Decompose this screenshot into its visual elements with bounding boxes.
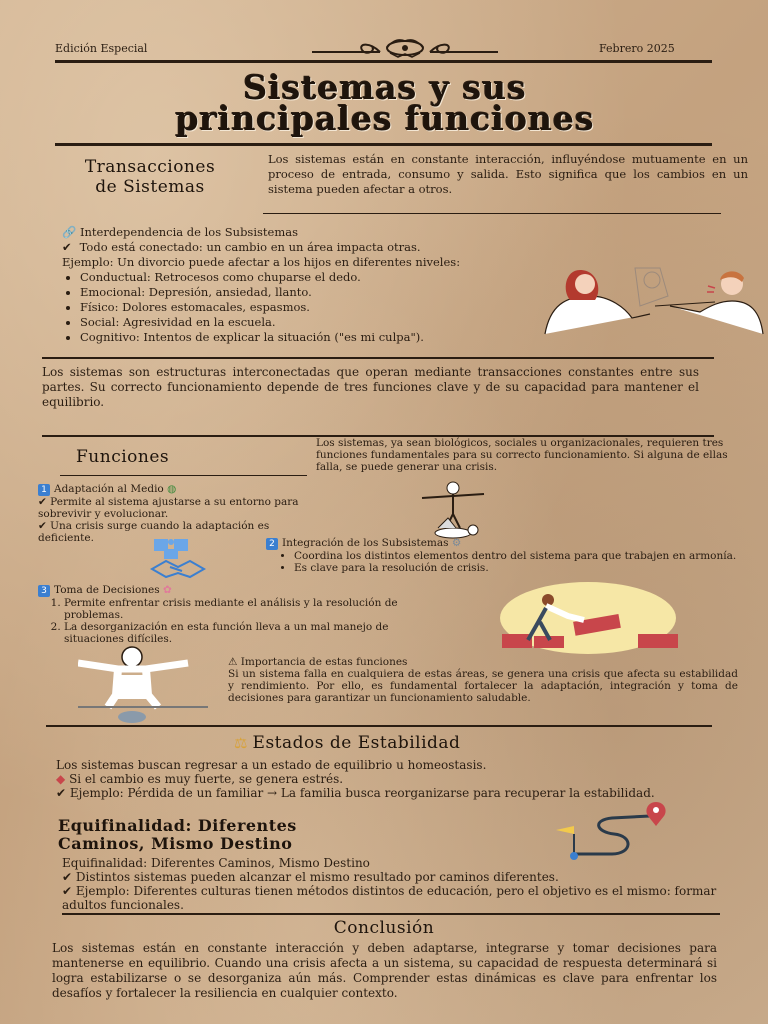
function-2: [266, 537, 756, 574]
title-line-2: principales funciones: [175, 99, 595, 138]
divider: [62, 913, 720, 915]
list-item: 2. La desorganización en esta función lleva a un mal manejo de situaciones difíciles.: [64, 621, 418, 645]
function-2-title-row: [266, 537, 756, 550]
importancia-block: [228, 656, 738, 704]
list-item: • Conductual: Retrocesos como chuparse el dedo.: [80, 270, 682, 285]
check-icon: ✔: [38, 520, 47, 532]
estabilidad-line-2: Si el cambio es muy fuerte, se genera estrés.: [69, 772, 344, 786]
estabilidad-block: [56, 758, 696, 800]
transacciones-heading: [50, 157, 250, 197]
estabilidad-line-3: Ejemplo: Pérdida de un familiar → La familia busca reorganizarse para recuperar la estabilidad.: [69, 786, 655, 800]
equifinalidad-heading: [58, 817, 297, 853]
title-line-1: Sistemas y sus: [243, 68, 527, 107]
puzzle-worker-icon: [488, 578, 700, 654]
header-rule: [55, 60, 712, 63]
estructuras-text: Los sistemas son estructuras interconectadas que operan mediante transacciones constantes entre sus partes. Su correcto funcionamiento depende de tres funciones clave y de su capacidad para mantener el equilibrio.: [42, 365, 699, 409]
estabilidad-line-1: Los sistemas buscan regresar a un estado de equilibrio u homeostasis.: [56, 758, 487, 772]
pin-icon: ◆: [56, 772, 66, 786]
number-badge: 1: [38, 484, 50, 496]
equifinalidad-block: [62, 856, 742, 912]
check-icon: ✔: [62, 884, 73, 898]
interdependencia-title-row: [62, 225, 682, 240]
ornament-icon: [310, 37, 500, 59]
interdependencia-check: Todo está conectado: un cambio en un área impacta otras.: [79, 240, 421, 254]
list-item: • Es clave para la resolución de crisis.: [294, 562, 756, 574]
function-3-title: Toma de Decisiones: [54, 584, 160, 596]
conclusion-heading: Conclusión: [333, 918, 435, 938]
scale-icon: ⚖: [234, 734, 248, 752]
warning-icon: ⚠: [228, 656, 238, 668]
number-badge: 3: [38, 585, 50, 597]
function-1-check-1: [38, 496, 328, 520]
number-badge: 2: [266, 538, 278, 550]
gear-icon: ⚙: [451, 537, 462, 549]
list-item: • Coordina los distintos elementos dentro del sistema para que trabajen en armonía.: [294, 550, 756, 562]
link-icon: 🔗: [62, 225, 77, 239]
list-item: • Emocional: Depresión, ansiedad, llanto.: [80, 285, 682, 300]
check-icon: ✔: [62, 870, 73, 884]
function-3: [38, 584, 418, 645]
edition-label: Edición Especial: [55, 42, 148, 55]
puzzle-handshake-icon: [148, 537, 208, 581]
people-discussion-illustration: [540, 266, 768, 336]
conclusion-text: Los sistemas están en constante interacción y deben adaptarse, integrarse y tomar decisiones para mantenerse en equilibrio. Cuando una crisis afecta a un sistema, su capacidad de respuesta determinará si logra estabilizarse o se desorganiza aún más. Comprender estas dinámicas es clave para enfrentar los desafíos y fortalecer la resiliencia en cualquier contexto.: [52, 941, 717, 1000]
equifinalidad-heading-line1: Equifinalidad: Diferentes: [58, 816, 297, 835]
divider: [42, 357, 714, 359]
person-figure-icon: [78, 645, 208, 725]
transacciones-heading-line1: Transacciones: [84, 157, 216, 177]
page-title: [60, 68, 710, 138]
divider: [60, 475, 307, 476]
transacciones-heading-line2: de Sistemas: [95, 177, 205, 197]
transacciones-text: Los sistemas están en constante interacción, influyéndose mutuamente en un proceso de entrada, consumo y salida. Esto significa que los cambios en un sistema pueden afectar a otros.: [268, 152, 748, 196]
title-rule: [55, 143, 712, 146]
estabilidad-heading: Estados de Estabilidad: [252, 733, 461, 753]
check-icon: ✔: [56, 786, 67, 800]
list-item: 1. Permite enfrentar crisis mediante el análisis y la resolución de problemas.: [64, 597, 418, 621]
divider: [263, 213, 721, 214]
list-item: • Cognitivo: Intentos de explicar la situación ("es mi culpa").: [80, 330, 682, 345]
importancia-title-row: [228, 656, 738, 668]
equifinalidad-check-1: Distintos sistemas pueden alcanzar el mismo resultado por caminos diferentes.: [75, 870, 559, 884]
estabilidad-line-3-row: [56, 786, 696, 800]
estabilidad-heading-row: [234, 733, 460, 753]
funciones-intro: Los sistemas, ya sean biológicos, sociales u organizacionales, requieren tres funciones fundamentales para su correcto funcionamiento. Si alguna de ellas falla, se puede generar una crisis.: [316, 437, 728, 473]
function-3-title-row: [38, 584, 418, 597]
interdependencia-check-row: [62, 240, 682, 255]
equifinalidad-check-1-row: [62, 870, 742, 884]
equifinalidad-heading-line2: Caminos, Mismo Destino: [58, 834, 293, 853]
importancia-title: Importancia de estas funciones: [240, 656, 408, 668]
function-1-title-row: [38, 483, 328, 496]
interdependencia-title: Interdependencia de los Subsistemas: [79, 225, 299, 239]
brain-icon: ✿: [163, 584, 172, 596]
function-3-list: [38, 597, 418, 645]
equifinalidad-sub: Equifinalidad: Diferentes Caminos, Mismo Destino: [62, 856, 370, 870]
funciones-heading: Funciones: [76, 447, 170, 467]
function-1: [38, 483, 328, 544]
date-label: Febrero 2025: [599, 42, 675, 55]
importancia-text: Si un sistema falla en cualquiera de estas áreas, se genera una crisis que afecta su estabilidad y rendimiento. Por ello, es fundamental fortalecer la adaptación, integración y toma de decisiones para garantizar un funcionamiento saludable.: [228, 668, 738, 704]
earth-icon: ◍: [167, 483, 177, 495]
function-1-text-2: Una crisis surge cuando la adaptación es deficiente.: [38, 520, 270, 544]
equifinalidad-check-2: Ejemplo: Diferentes culturas tienen métodos distintos de educación, pero el objetivo es el mismo: formar adultos funcionales.: [62, 884, 717, 912]
divider: [46, 725, 712, 727]
function-2-title: Integración de los Subsistemas: [282, 537, 449, 549]
function-1-title: Adaptación al Medio: [54, 483, 164, 495]
check-icon: ✔: [38, 496, 47, 508]
function-1-text-1: Permite al sistema ajustarse a su entorno para sobrevivir y evolucionar.: [38, 496, 299, 520]
equifinalidad-check-2-row: [62, 884, 742, 912]
check-icon: ✔: [62, 240, 72, 254]
list-item: • Social: Agresividad en la escuela.: [80, 315, 682, 330]
balance-figure-icon: [418, 478, 488, 540]
function-2-list: [266, 550, 756, 574]
interdependencia-example-intro: Ejemplo: Un divorcio puede afectar a los hijos en diferentes niveles:: [62, 255, 461, 269]
estabilidad-line-2-row: [56, 772, 696, 786]
list-item: • Físico: Dolores estomacales, espasmos.: [80, 300, 682, 315]
